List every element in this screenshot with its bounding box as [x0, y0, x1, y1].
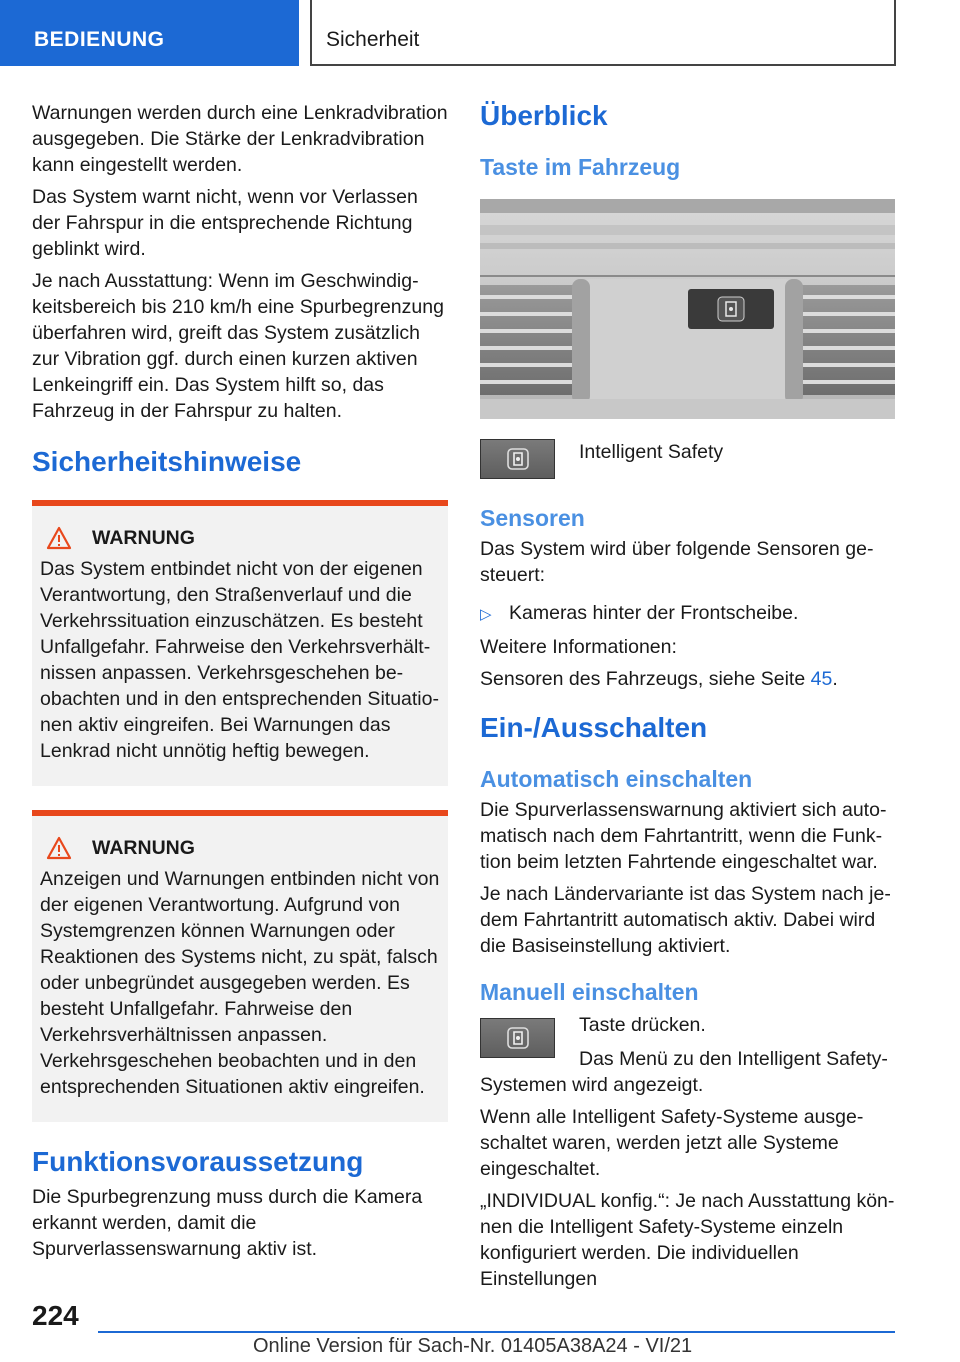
icon-label-row	[480, 439, 896, 479]
warning-triangle-icon	[46, 836, 72, 860]
page-number: 224	[32, 1300, 79, 1331]
icon-label: Intelligent Safety	[579, 441, 724, 463]
heading-overview: Überblick	[480, 100, 608, 131]
intelligent-safety-icon	[480, 1018, 555, 1058]
footer-divider	[98, 1331, 895, 1333]
warning-box	[32, 500, 448, 786]
heading-requirements: Funktionsvoraussetzung	[32, 1146, 364, 1177]
warning-text: Das System entbindet nicht von der eigenen Verantwortung, den Straßenverlauf und die Verkehrssituation einzuschätzen. Es besteht Unfallgefahr. Fahrweise den Verkehrsverhältnissen anpassen. Verkehrsgeschehen beobachten und in den entsprechenden Situationen aktiv eingreifen. Bei Warnungen das Lenkrad nicht unnötig heftig bewegen.	[40, 558, 439, 762]
page-link[interactable]: 45	[810, 668, 833, 690]
heading-onoff: Ein-/Ausschalten	[480, 712, 708, 743]
online-version-note: Online Version für Sach-Nr. 01405A38A24 - VI/21	[253, 1335, 693, 1357]
warning-title: WARNUNG	[92, 526, 195, 549]
heading-auto: Automatisch einschalten	[480, 766, 753, 792]
right-column	[480, 100, 896, 1298]
heading-button: Taste im Fahrzeug	[480, 154, 681, 180]
heading-safety: Sicherheitshinweise	[32, 446, 302, 477]
heading-manual: Manuell einschalten	[480, 979, 699, 1005]
heading-sensors: Sensoren	[480, 505, 585, 531]
paragraph: „INDIVIDUAL konfig.“: Je nach Ausstattung können die Intelligent Safety-Systeme einzeln konfiguriert werden. Die individuellen Einstellungen	[480, 1190, 895, 1290]
paragraph: Das System warnt nicht, wenn vor Verlassen der Fahrspur in die entsprechende Richtung geblinkt wird.	[32, 186, 418, 260]
dashboard-photo	[480, 199, 895, 419]
paragraph: Je nach Ausstattung: Wenn im Geschwindigkeitsbereich bis 210 km/h eine Spurbegrenzung überfahren wird, greift das System zusätzlich zur Vibration ggf. durch einen kurzen aktiven Lenkeingriff ein. Das System hilft so, das Fahrzeug in der Fahrspur zu halten.	[32, 270, 444, 422]
warning-title: WARNUNG	[92, 836, 195, 859]
paragraph: Die Spurverlassenswarnung aktiviert sich automatisch nach dem Fahrtantritt, wenn die Funktion beim letzten Fahrtende eingeschaltet war.	[480, 799, 887, 873]
reference-text: Sensoren des Fahrzeugs, siehe Seite	[480, 668, 811, 690]
section-tab: Sicherheit	[310, 0, 896, 66]
paragraph: Je nach Ländervariante ist das System nach jedem Fahrtantritt automatisch aktiv. Dabei wird die Basiseinstellung aktiviert.	[480, 883, 891, 957]
paragraph: Weitere Informationen:	[480, 636, 677, 658]
cross-reference	[480, 666, 896, 692]
paragraph: Taste drücken.	[579, 1014, 706, 1036]
paragraph: Das Menü zu den Intelligent Safety-Systemen wird angezeigt.	[480, 1048, 888, 1096]
chapter-tab: BEDIENUNG	[0, 0, 299, 66]
paragraph: Die Spurbegrenzung muss durch die Kamera erkannt werden, damit die Spurverlassenswarnung aktiv ist.	[32, 1186, 423, 1260]
bullet-item	[480, 600, 896, 628]
reference-end: .	[832, 668, 838, 690]
warning-text: Anzeigen und Warnungen entbinden nicht von der eigenen Verantwortung. Aufgrund von Systemgrenzen können Warnungen oder Reaktionen des Systems nicht, zu spät, falsch oder unbegründet ausgegeben werden. Es besteht Unfallgefahr. Fahrweise den Verkehrsverhältnissen anpassen. Verkehrsgeschehen beobachten und in den entsprechenden Situationen aktiv eingreifen.	[40, 868, 440, 1098]
icon-label-row	[480, 1012, 896, 1104]
warning-triangle-icon	[46, 526, 72, 550]
paragraph: Warnungen werden durch eine Lenkradvibration ausgegeben. Die Stärke der Lenkradvibration kann eingestellt werden.	[32, 102, 448, 176]
page-header	[0, 0, 960, 66]
bullet-text: Kameras hinter der Frontscheibe.	[509, 602, 799, 624]
paragraph: Das System wird über folgende Sensoren gesteuert:	[480, 538, 874, 586]
paragraph: Wenn alle Intelligent Safety-Systeme ausgeschaltet waren, werden jetzt alle Systeme eingeschaltet.	[480, 1106, 864, 1180]
bullet-triangle-icon: ▷	[480, 606, 492, 623]
intelligent-safety-icon	[480, 439, 555, 479]
warning-box	[32, 810, 448, 1122]
left-column	[32, 100, 448, 1268]
